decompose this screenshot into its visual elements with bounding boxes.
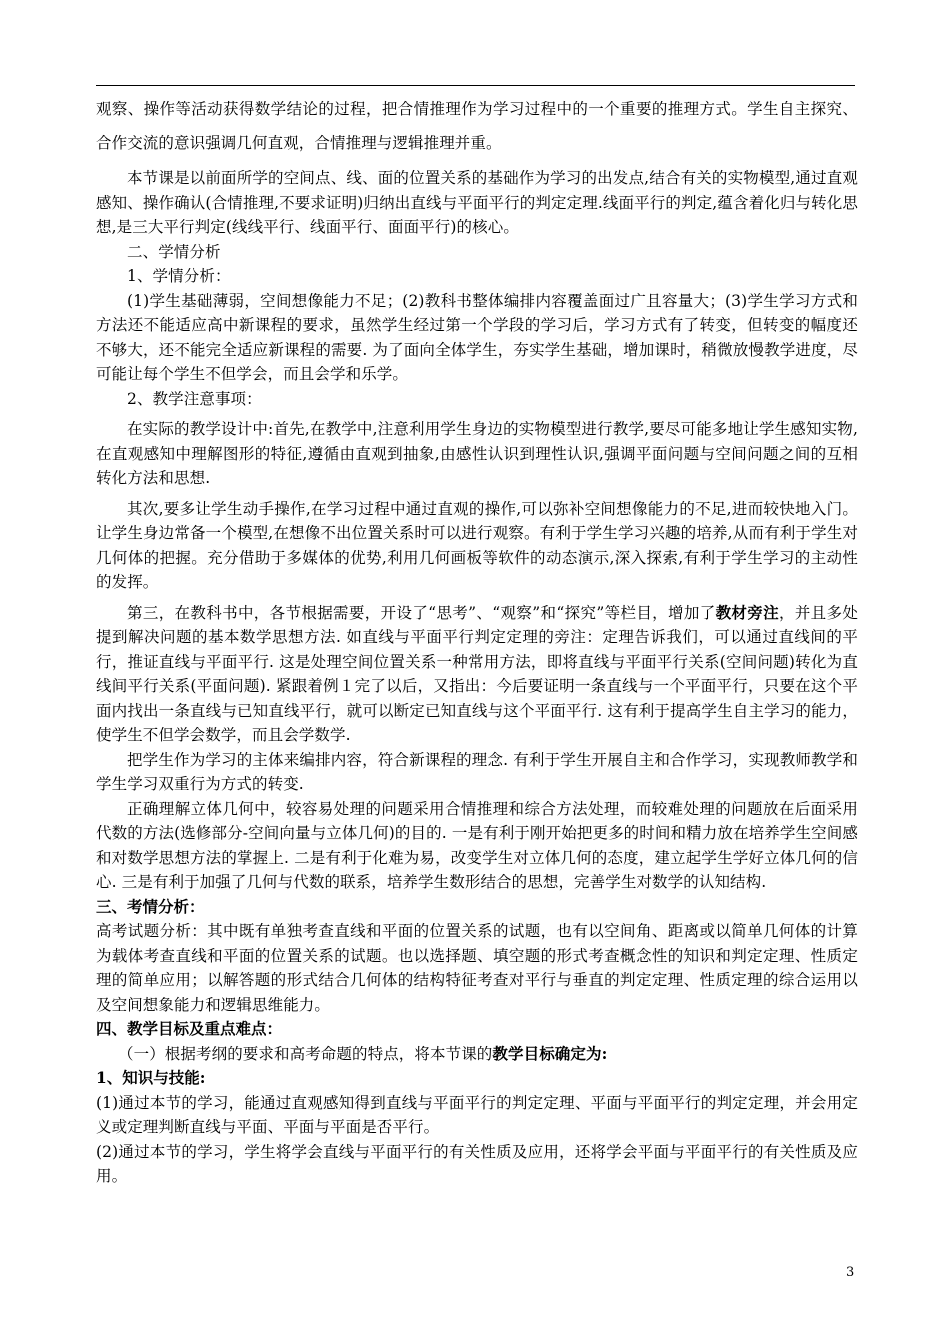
page-number: 3	[846, 1265, 855, 1280]
third-paragraph	[96, 601, 858, 748]
section-2-heading: 二、学情分析	[127, 242, 221, 261]
section-4-heading: 四、教学目标及重点难点：	[96, 1019, 283, 1038]
knowledge-item-2: (2)通过本节的学习，学生将学会直线与平面平行的有关性质及应用，还将学会平面与平面平行的有关性质及应用。	[96, 1142, 858, 1185]
textbook-annotation-bold: 教材旁注	[715, 602, 779, 622]
lesson-paragraph: 本节课是以前面所学的空间点、线、面的位置关系的基础作为学习的出发点,结合有关的实物模型,通过直观感知、操作确认(合情推理,不要求证明)归纳出直线与平面平行的判定定理.线面平行的判定,蕴含着化归与转化思想,是三大平行判定(线线平行、线面平行、面面平行)的核心。	[96, 169, 858, 236]
goal-text: （一）根据考纲的要求和高考命题的特点，将本节课的	[118, 1044, 493, 1063]
section-2-2-heading: 2、教学注意事项：	[127, 389, 262, 408]
intro-paragraph: 观察、操作等活动获得数学结论的过程，把合情推理作为学习过程中的一个重要的推理方式。学生自主探究、合作交流的意识强调几何直观，合情推理与逻辑推理并重。	[96, 100, 858, 152]
knowledge-item-1: (1)通过本节的学习，能通过直观感知得到直线与平面平行的判定定理、平面与平面平行的判定定理，并会用定义或定理判断直线与平面、平面与平面是否平行。	[96, 1093, 858, 1136]
learning-analysis-paragraph: (1)学生基础薄弱，空间想像能力不足；(2)教科书整体编排内容覆盖面过广且容量大；(3)学生学习方式和方法还不能适应高中新课程的要求，虽然学生经过第一个学段的学习后，学习方式有了转变，但转变的幅度还不够大，还不能完全适应新课程的需要. 为了面向全体学生，夯实学生基础，增加课时，稍微放慢教学进度，尽可能让每个学生不但学会，而且会学和乐学。	[96, 291, 858, 383]
section-3-heading: 三、考情分析：	[96, 896, 205, 916]
first-paragraph: 在实际的教学设计中:首先,在教学中,注意利用学生身边的实物模型进行教学,要尽可能多地让学生感知实物,在直观感知中理解图形的特征,遵循由直观到抽象,由感性认识到理性认识,强调平面问题与空间问题之间的互相转化方法和思想.	[96, 420, 858, 487]
understand-paragraph: 正确理解立体几何中，较容易处理的问题采用合情推理和综合方法处理，而较难处理的问题放在后面采用代数的方法(选修部分-空间向量与立体几何)的目的. 一是有利于刚开始把更多的时间和精力放在培养学生空间感和对数学思想方法的掌握上. 二是有利于化难为易，改变学生对立体几何的态度，建立起学生学好立体几何的信心. 三是有利于加强了几何与代数的联系，培养学生数形结合的思想，完善学生对数学的认知结构.	[96, 799, 858, 891]
goal-paragraph	[96, 1042, 858, 1067]
header-rule	[96, 85, 855, 86]
goal-bold: 教学目标确定为:	[492, 1043, 608, 1063]
third-paragraph-text-b: ，并且多处提到解决问题的基本数学思想方法. 如直线与平面平行判定定理的旁注：定理告诉我们，可以通过直线间的平行，推证直线与平面平行. 这是处理空间位置关系一种常用方法，即将直线与平面平行关系(空间问题)转化为直线间平行关系(平面问题). 紧跟着例１完了以后，又指出：今后要证明一条直线与一个平面平行，只要在这个平面内找出一条直线与已知直线平行，就可以断定已知直线与这个平面平行. 这有利于提高学生自主学习的能力，使学生不但学会数学，而且会学数学.	[96, 603, 858, 744]
document-body	[96, 92, 858, 1189]
subject-paragraph: 把学生作为学习的主体来编排内容，符合新课程的理念. 有利于学生开展自主和合作学习，实现教师教学和学生学习双重行为方式的转变.	[96, 750, 858, 793]
section-2-1-heading: 1、学情分析：	[127, 267, 231, 285]
second-paragraph: 其次,要多让学生动手操作,在学习过程中通过直观的操作,可以弥补空间想像能力的不足,进而较快地入门。让学生身边常备一个模型,在想像不出位置关系时可以进行观察。有利于学生学习兴趣的培养,从而有利于学生对几何体的把握。充分借助于多媒体的优势,利用几何画板等软件的动态演示,深入探索,有利于学生学习的主动性的发挥。	[96, 499, 858, 591]
section-4-1-heading: 1、知识与技能:	[96, 1068, 206, 1087]
exam-analysis-paragraph: 高考试题分析：其中既有单独考查直线和平面的位置关系的试题，也有以空间角、距离或以简单几何体的计算为载体考查直线和平面的位置关系的试题。也以选择题、填空题的形式考查概念性的知识和判定定理、性质定理的简单应用；以解答题的形式结合几何体的结构特征考查对平行与垂直的判定定理、性质定理的综合运用以及空间想象能力和逻辑思维能力。	[96, 922, 858, 1014]
third-paragraph-text-a: 第三，在教科书中，各节根据需要，开设了“思考”、“观察”和“探究”等栏目，增加了	[127, 603, 716, 622]
